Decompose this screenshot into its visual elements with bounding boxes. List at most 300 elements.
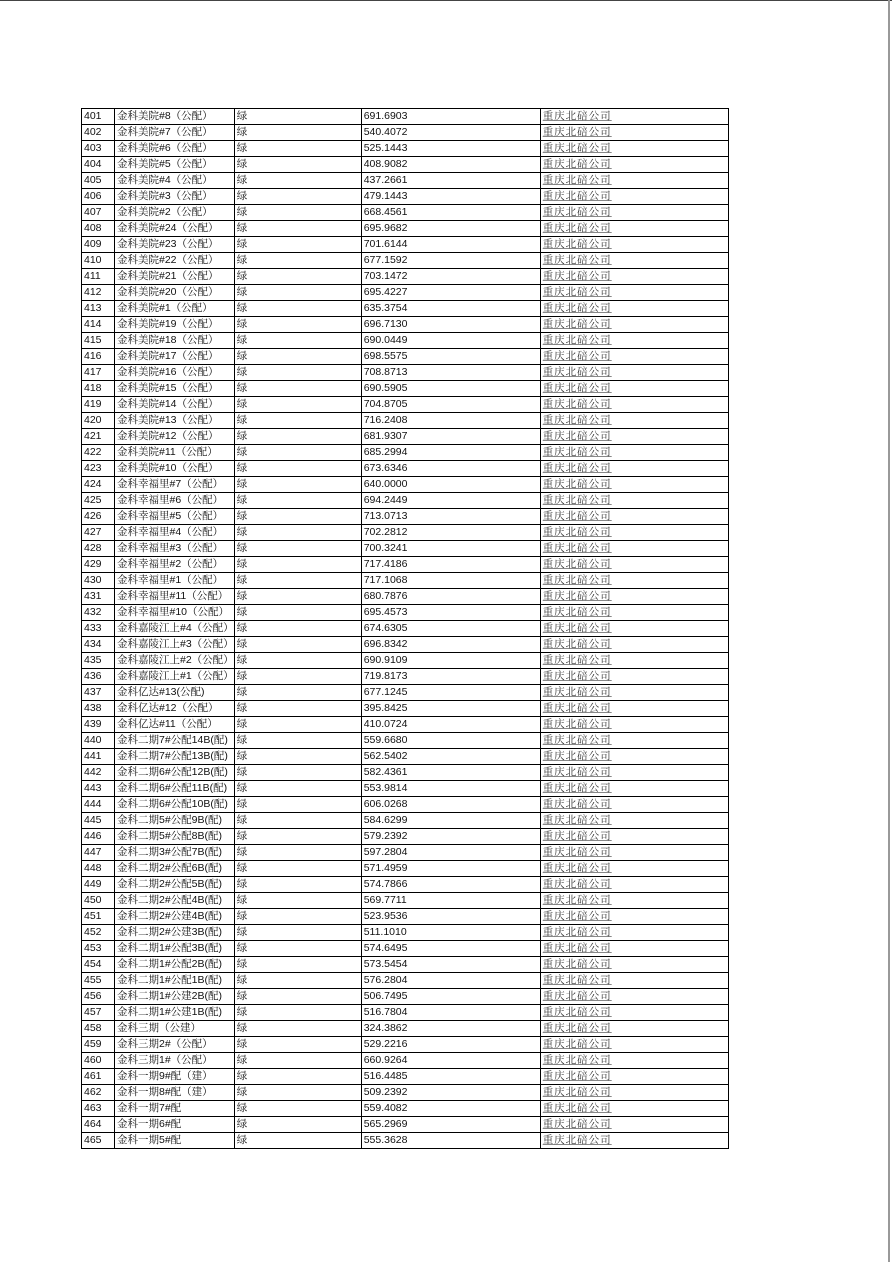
color-code-cell: 绿 <box>234 941 361 957</box>
table-row <box>82 637 729 653</box>
value-cell: 701.6144 <box>361 237 540 253</box>
station-name-cell: 金科美院#4（公配） <box>115 173 235 189</box>
table-body <box>82 109 729 1149</box>
table-row <box>82 861 729 877</box>
value-cell: 516.7804 <box>361 1005 540 1021</box>
station-name-cell: 金科二期2#公建4B(配) <box>115 909 235 925</box>
color-code-cell: 绿 <box>234 1005 361 1021</box>
value-cell: 696.7130 <box>361 317 540 333</box>
table-row <box>82 509 729 525</box>
station-name-cell: 金科二期3#公配7B(配) <box>115 845 235 861</box>
table-row <box>82 173 729 189</box>
station-name-cell: 金科美院#19（公配） <box>115 317 235 333</box>
company-cell: 重庆北碚公司 <box>540 509 728 525</box>
row-number-cell: 453 <box>82 941 115 957</box>
row-number-cell: 455 <box>82 973 115 989</box>
row-number-cell: 403 <box>82 141 115 157</box>
value-cell: 553.9814 <box>361 781 540 797</box>
value-cell: 559.6680 <box>361 733 540 749</box>
value-cell: 410.0724 <box>361 717 540 733</box>
color-code-cell: 绿 <box>234 829 361 845</box>
station-name-cell: 金科幸福里#2（公配） <box>115 557 235 573</box>
value-cell: 576.2804 <box>361 973 540 989</box>
value-cell: 635.3754 <box>361 301 540 317</box>
color-code-cell: 绿 <box>234 397 361 413</box>
value-cell: 685.2994 <box>361 445 540 461</box>
row-number-cell: 437 <box>82 685 115 701</box>
value-cell: 565.2969 <box>361 1117 540 1133</box>
table-row <box>82 589 729 605</box>
value-cell: 573.5454 <box>361 957 540 973</box>
value-cell: 529.2216 <box>361 1037 540 1053</box>
value-cell: 582.4361 <box>361 765 540 781</box>
row-number-cell: 459 <box>82 1037 115 1053</box>
table-row <box>82 925 729 941</box>
row-number-cell: 425 <box>82 493 115 509</box>
row-number-cell: 424 <box>82 477 115 493</box>
station-name-cell: 金科嘉陵江上#2（公配） <box>115 653 235 669</box>
color-code-cell: 绿 <box>234 413 361 429</box>
company-cell: 重庆北碚公司 <box>540 461 728 477</box>
table-row <box>82 1085 729 1101</box>
value-cell: 717.4186 <box>361 557 540 573</box>
row-number-cell: 429 <box>82 557 115 573</box>
company-cell: 重庆北碚公司 <box>540 589 728 605</box>
table-row <box>82 333 729 349</box>
row-number-cell: 462 <box>82 1085 115 1101</box>
value-cell: 562.5402 <box>361 749 540 765</box>
company-cell: 重庆北碚公司 <box>540 717 728 733</box>
row-number-cell: 419 <box>82 397 115 413</box>
color-code-cell: 绿 <box>234 557 361 573</box>
row-number-cell: 411 <box>82 269 115 285</box>
value-cell: 555.3628 <box>361 1133 540 1149</box>
station-name-cell: 金科嘉陵江上#3（公配） <box>115 637 235 653</box>
station-name-cell: 金科一期7#配 <box>115 1101 235 1117</box>
station-name-cell: 金科二期7#公配14B(配) <box>115 733 235 749</box>
company-cell: 重庆北碚公司 <box>540 381 728 397</box>
station-name-cell: 金科二期6#公配10B(配) <box>115 797 235 813</box>
color-code-cell: 绿 <box>234 317 361 333</box>
row-number-cell: 435 <box>82 653 115 669</box>
value-cell: 479.1443 <box>361 189 540 205</box>
row-number-cell: 413 <box>82 301 115 317</box>
company-cell: 重庆北碚公司 <box>540 941 728 957</box>
value-cell: 574.6495 <box>361 941 540 957</box>
value-cell: 677.1592 <box>361 253 540 269</box>
row-number-cell: 456 <box>82 989 115 1005</box>
value-cell: 408.9082 <box>361 157 540 173</box>
company-cell: 重庆北碚公司 <box>540 861 728 877</box>
row-number-cell: 446 <box>82 829 115 845</box>
value-cell: 698.5575 <box>361 349 540 365</box>
color-code-cell: 绿 <box>234 1037 361 1053</box>
table-row <box>82 381 729 397</box>
color-code-cell: 绿 <box>234 381 361 397</box>
company-cell: 重庆北碚公司 <box>540 621 728 637</box>
table-row <box>82 557 729 573</box>
table-row <box>82 141 729 157</box>
table-row <box>82 1053 729 1069</box>
color-code-cell: 绿 <box>234 1053 361 1069</box>
row-number-cell: 431 <box>82 589 115 605</box>
company-cell: 重庆北碚公司 <box>540 1133 728 1149</box>
value-cell: 509.2392 <box>361 1085 540 1101</box>
value-cell: 690.0449 <box>361 333 540 349</box>
row-number-cell: 440 <box>82 733 115 749</box>
company-cell: 重庆北碚公司 <box>540 333 728 349</box>
row-number-cell: 410 <box>82 253 115 269</box>
company-cell: 重庆北碚公司 <box>540 221 728 237</box>
value-cell: 559.4082 <box>361 1101 540 1117</box>
company-cell: 重庆北碚公司 <box>540 125 728 141</box>
color-code-cell: 绿 <box>234 797 361 813</box>
table-row <box>82 413 729 429</box>
station-name-cell: 金科二期1#公配2B(配) <box>115 957 235 973</box>
color-code-cell: 绿 <box>234 269 361 285</box>
station-name-cell: 金科三期1#（公配） <box>115 1053 235 1069</box>
row-number-cell: 427 <box>82 525 115 541</box>
row-number-cell: 414 <box>82 317 115 333</box>
value-cell: 525.1443 <box>361 141 540 157</box>
station-name-cell: 金科一期5#配 <box>115 1133 235 1149</box>
row-number-cell: 402 <box>82 125 115 141</box>
color-code-cell: 绿 <box>234 573 361 589</box>
company-cell: 重庆北碚公司 <box>540 669 728 685</box>
company-cell: 重庆北碚公司 <box>540 653 728 669</box>
company-cell: 重庆北碚公司 <box>540 989 728 1005</box>
color-code-cell: 绿 <box>234 141 361 157</box>
company-cell: 重庆北碚公司 <box>540 1117 728 1133</box>
value-cell: 506.7495 <box>361 989 540 1005</box>
value-cell: 690.9109 <box>361 653 540 669</box>
color-code-cell: 绿 <box>234 861 361 877</box>
row-number-cell: 420 <box>82 413 115 429</box>
row-number-cell: 449 <box>82 877 115 893</box>
company-cell: 重庆北碚公司 <box>540 877 728 893</box>
row-number-cell: 407 <box>82 205 115 221</box>
company-cell: 重庆北碚公司 <box>540 637 728 653</box>
color-code-cell: 绿 <box>234 189 361 205</box>
station-name-cell: 金科二期5#公配8B(配) <box>115 829 235 845</box>
company-cell: 重庆北碚公司 <box>540 557 728 573</box>
company-cell: 重庆北碚公司 <box>540 173 728 189</box>
station-name-cell: 金科一期6#配 <box>115 1117 235 1133</box>
value-cell: 606.0268 <box>361 797 540 813</box>
company-cell: 重庆北碚公司 <box>540 477 728 493</box>
row-number-cell: 457 <box>82 1005 115 1021</box>
station-name-cell: 金科幸福里#4（公配） <box>115 525 235 541</box>
company-cell: 重庆北碚公司 <box>540 413 728 429</box>
value-cell: 540.4072 <box>361 125 540 141</box>
color-code-cell: 绿 <box>234 301 361 317</box>
company-cell: 重庆北碚公司 <box>540 493 728 509</box>
row-number-cell: 409 <box>82 237 115 253</box>
value-cell: 703.1472 <box>361 269 540 285</box>
station-name-cell: 金科美院#24（公配） <box>115 221 235 237</box>
company-cell: 重庆北碚公司 <box>540 237 728 253</box>
company-cell: 重庆北碚公司 <box>540 525 728 541</box>
color-code-cell: 绿 <box>234 253 361 269</box>
table-row <box>82 845 729 861</box>
table-row <box>82 301 729 317</box>
company-cell: 重庆北碚公司 <box>540 925 728 941</box>
company-cell: 重庆北碚公司 <box>540 541 728 557</box>
row-number-cell: 436 <box>82 669 115 685</box>
station-name-cell: 金科幸福里#5（公配） <box>115 509 235 525</box>
station-name-cell: 金科幸福里#1（公配） <box>115 573 235 589</box>
color-code-cell: 绿 <box>234 781 361 797</box>
station-name-cell: 金科美院#13（公配） <box>115 413 235 429</box>
station-name-cell: 金科三期（公建） <box>115 1021 235 1037</box>
company-cell: 重庆北碚公司 <box>540 445 728 461</box>
company-cell: 重庆北碚公司 <box>540 605 728 621</box>
station-name-cell: 金科二期1#公配3B(配) <box>115 941 235 957</box>
table-row <box>82 397 729 413</box>
color-code-cell: 绿 <box>234 221 361 237</box>
color-code-cell: 绿 <box>234 477 361 493</box>
row-number-cell: 412 <box>82 285 115 301</box>
station-name-cell: 金科美院#21（公配） <box>115 269 235 285</box>
company-cell: 重庆北碚公司 <box>540 797 728 813</box>
table-row <box>82 189 729 205</box>
station-name-cell: 金科二期2#公配4B(配) <box>115 893 235 909</box>
value-cell: 696.8342 <box>361 637 540 653</box>
table-row <box>82 941 729 957</box>
color-code-cell: 绿 <box>234 605 361 621</box>
color-code-cell: 绿 <box>234 1021 361 1037</box>
station-name-cell: 金科幸福里#6（公配） <box>115 493 235 509</box>
station-name-cell: 金科幸福里#3（公配） <box>115 541 235 557</box>
table-row <box>82 893 729 909</box>
table-row <box>82 765 729 781</box>
table-row <box>82 605 729 621</box>
table-row <box>82 653 729 669</box>
table-row <box>82 269 729 285</box>
value-cell: 690.5905 <box>361 381 540 397</box>
color-code-cell: 绿 <box>234 973 361 989</box>
row-number-cell: 432 <box>82 605 115 621</box>
color-code-cell: 绿 <box>234 1117 361 1133</box>
station-name-cell: 金科幸福里#11（公配） <box>115 589 235 605</box>
company-cell: 重庆北碚公司 <box>540 1021 728 1037</box>
color-code-cell: 绿 <box>234 909 361 925</box>
table-row <box>82 573 729 589</box>
station-name-cell: 金科亿达#12（公配） <box>115 701 235 717</box>
row-number-cell: 408 <box>82 221 115 237</box>
company-cell: 重庆北碚公司 <box>540 765 728 781</box>
table-row <box>82 1133 729 1149</box>
station-name-cell: 金科二期7#公配13B(配) <box>115 749 235 765</box>
table-row <box>82 685 729 701</box>
color-code-cell: 绿 <box>234 765 361 781</box>
color-code-cell: 绿 <box>234 109 361 125</box>
station-name-cell: 金科美院#7（公配） <box>115 125 235 141</box>
table-row <box>82 221 729 237</box>
station-name-cell: 金科美院#20（公配） <box>115 285 235 301</box>
station-name-cell: 金科幸福里#10（公配） <box>115 605 235 621</box>
company-cell: 重庆北碚公司 <box>540 1101 728 1117</box>
company-cell: 重庆北碚公司 <box>540 685 728 701</box>
company-cell: 重庆北碚公司 <box>540 1085 728 1101</box>
table-row <box>82 1037 729 1053</box>
value-cell: 569.7711 <box>361 893 540 909</box>
company-cell: 重庆北碚公司 <box>540 349 728 365</box>
color-code-cell: 绿 <box>234 925 361 941</box>
color-code-cell: 绿 <box>234 1085 361 1101</box>
page-top-border <box>0 0 892 1</box>
company-cell: 重庆北碚公司 <box>540 301 728 317</box>
station-name-cell: 金科二期2#公配5B(配) <box>115 877 235 893</box>
company-cell: 重庆北碚公司 <box>540 733 728 749</box>
color-code-cell: 绿 <box>234 125 361 141</box>
table-row <box>82 717 729 733</box>
color-code-cell: 绿 <box>234 525 361 541</box>
row-number-cell: 463 <box>82 1101 115 1117</box>
value-cell: 673.6346 <box>361 461 540 477</box>
table-row <box>82 461 729 477</box>
row-number-cell: 423 <box>82 461 115 477</box>
color-code-cell: 绿 <box>234 669 361 685</box>
table-row <box>82 733 729 749</box>
station-name-cell: 金科二期1#公建1B(配) <box>115 1005 235 1021</box>
row-number-cell: 458 <box>82 1021 115 1037</box>
station-name-cell: 金科亿达#13(公配) <box>115 685 235 701</box>
company-cell: 重庆北碚公司 <box>540 845 728 861</box>
table-row <box>82 957 729 973</box>
company-cell: 重庆北碚公司 <box>540 1037 728 1053</box>
row-number-cell: 450 <box>82 893 115 909</box>
row-number-cell: 443 <box>82 781 115 797</box>
station-name-cell: 金科美院#23（公配） <box>115 237 235 253</box>
company-cell: 重庆北碚公司 <box>540 109 728 125</box>
table-row <box>82 157 729 173</box>
station-name-cell: 金科美院#11（公配） <box>115 445 235 461</box>
station-name-cell: 金科美院#5（公配） <box>115 157 235 173</box>
station-name-cell: 金科二期2#公建3B(配) <box>115 925 235 941</box>
station-name-cell: 金科美院#3（公配） <box>115 189 235 205</box>
row-number-cell: 426 <box>82 509 115 525</box>
row-number-cell: 434 <box>82 637 115 653</box>
company-cell: 重庆北碚公司 <box>540 317 728 333</box>
company-cell: 重庆北碚公司 <box>540 893 728 909</box>
row-number-cell: 460 <box>82 1053 115 1069</box>
value-cell: 437.2661 <box>361 173 540 189</box>
data-table <box>81 108 729 1149</box>
value-cell: 640.0000 <box>361 477 540 493</box>
table-row <box>82 205 729 221</box>
value-cell: 695.4227 <box>361 285 540 301</box>
color-code-cell: 绿 <box>234 205 361 221</box>
company-cell: 重庆北碚公司 <box>540 157 728 173</box>
color-code-cell: 绿 <box>234 637 361 653</box>
station-name-cell: 金科美院#17（公配） <box>115 349 235 365</box>
table-row <box>82 493 729 509</box>
row-number-cell: 465 <box>82 1133 115 1149</box>
table-row <box>82 477 729 493</box>
value-cell: 511.1010 <box>361 925 540 941</box>
company-cell: 重庆北碚公司 <box>540 573 728 589</box>
value-cell: 680.7876 <box>361 589 540 605</box>
value-cell: 719.8173 <box>361 669 540 685</box>
color-code-cell: 绿 <box>234 285 361 301</box>
station-name-cell: 金科三期2#（公配） <box>115 1037 235 1053</box>
company-cell: 重庆北碚公司 <box>540 285 728 301</box>
color-code-cell: 绿 <box>234 541 361 557</box>
value-cell: 708.8713 <box>361 365 540 381</box>
station-name-cell: 金科美院#1（公配） <box>115 301 235 317</box>
table-row <box>82 1005 729 1021</box>
row-number-cell: 445 <box>82 813 115 829</box>
station-name-cell: 金科美院#8（公配） <box>115 109 235 125</box>
value-cell: 691.6903 <box>361 109 540 125</box>
row-number-cell: 430 <box>82 573 115 589</box>
row-number-cell: 417 <box>82 365 115 381</box>
value-cell: 717.1068 <box>361 573 540 589</box>
table-row <box>82 253 729 269</box>
color-code-cell: 绿 <box>234 493 361 509</box>
color-code-cell: 绿 <box>234 365 361 381</box>
color-code-cell: 绿 <box>234 845 361 861</box>
value-cell: 395.8425 <box>361 701 540 717</box>
station-name-cell: 金科幸福里#7（公配） <box>115 477 235 493</box>
value-cell: 695.9682 <box>361 221 540 237</box>
value-cell: 704.8705 <box>361 397 540 413</box>
row-number-cell: 447 <box>82 845 115 861</box>
row-number-cell: 421 <box>82 429 115 445</box>
color-code-cell: 绿 <box>234 893 361 909</box>
row-number-cell: 422 <box>82 445 115 461</box>
company-cell: 重庆北碚公司 <box>540 429 728 445</box>
table-row <box>82 797 729 813</box>
company-cell: 重庆北碚公司 <box>540 957 728 973</box>
company-cell: 重庆北碚公司 <box>540 829 728 845</box>
table-row <box>82 669 729 685</box>
color-code-cell: 绿 <box>234 749 361 765</box>
station-name-cell: 金科二期6#公配12B(配) <box>115 765 235 781</box>
value-cell: 674.6305 <box>361 621 540 637</box>
station-name-cell: 金科嘉陵江上#1（公配） <box>115 669 235 685</box>
color-code-cell: 绿 <box>234 877 361 893</box>
row-number-cell: 464 <box>82 1117 115 1133</box>
station-name-cell: 金科一期9#配（建） <box>115 1069 235 1085</box>
color-code-cell: 绿 <box>234 989 361 1005</box>
value-cell: 523.9536 <box>361 909 540 925</box>
row-number-cell: 405 <box>82 173 115 189</box>
value-cell: 597.2804 <box>361 845 540 861</box>
color-code-cell: 绿 <box>234 461 361 477</box>
color-code-cell: 绿 <box>234 349 361 365</box>
station-name-cell: 金科美院#22（公配） <box>115 253 235 269</box>
company-cell: 重庆北碚公司 <box>540 813 728 829</box>
color-code-cell: 绿 <box>234 445 361 461</box>
table-row <box>82 877 729 893</box>
color-code-cell: 绿 <box>234 717 361 733</box>
table-row <box>82 285 729 301</box>
value-cell: 324.3862 <box>361 1021 540 1037</box>
color-code-cell: 绿 <box>234 957 361 973</box>
station-name-cell: 金科二期5#公配9B(配) <box>115 813 235 829</box>
company-cell: 重庆北碚公司 <box>540 141 728 157</box>
color-code-cell: 绿 <box>234 701 361 717</box>
table-row <box>82 429 729 445</box>
value-cell: 579.2392 <box>361 829 540 845</box>
table-row <box>82 1117 729 1133</box>
row-number-cell: 418 <box>82 381 115 397</box>
color-code-cell: 绿 <box>234 621 361 637</box>
table-row <box>82 1021 729 1037</box>
company-cell: 重庆北碚公司 <box>540 781 728 797</box>
